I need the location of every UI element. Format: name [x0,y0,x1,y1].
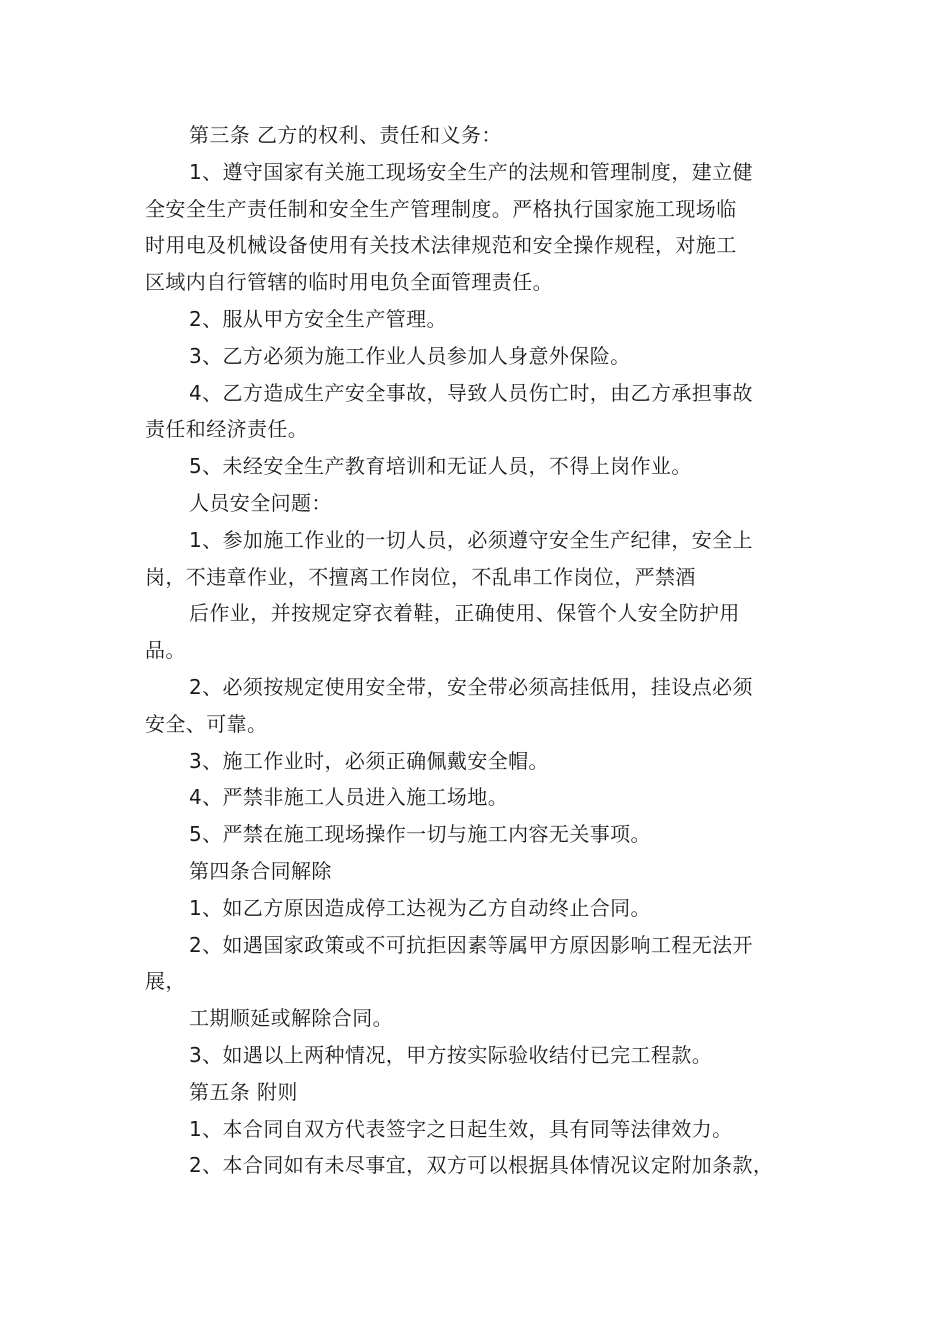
text-line: 全安全生产责任制和安全生产管理制度。严格执行国家施工现场临 [145,196,737,221]
text-line: 2、如遇国家政策或不可抗拒因素等属甲方原因影响工程无法开 [189,932,753,957]
text-line: 4、严禁非施工人员进入施工场地。 [189,785,509,810]
text-line: 人员安全问题： [189,490,332,515]
text-line: 5、严禁在施工现场操作一切与施工内容无关事项。 [189,822,651,847]
text-line: 展， [145,969,186,994]
text-line: 第三条 乙方的权利、责任和义务： [189,123,502,147]
text-line: 3、施工作业时，必须正确佩戴安全帽。 [189,748,549,773]
text-line: 第四条合同解除 [189,858,332,883]
text-line: 1、参加施工作业的一切人员，必须遵守安全生产纪律，安全上 [189,527,753,552]
document-body [145,117,825,1184]
text-line: 5、未经安全生产教育培训和无证人员，不得上岗作业。 [189,454,692,479]
text-line: 2、必须按规定使用安全带，安全带必须高挂低用，挂设点必须 [189,674,753,699]
text-line: 1、遵守国家有关施工现场安全生产的法规和管理制度，建立健 [189,159,753,184]
text-line: 后作业，并按规定穿衣着鞋，正确使用、保管个人安全防护用 [189,601,740,626]
text-line: 1、本合同自双方代表签字之日起生效，具有同等法律效力。 [189,1116,733,1141]
text-line: 3、乙方必须为施工作业人员参加人身意外保险。 [189,343,631,368]
text-line: 第五条 附则 [189,1079,298,1104]
text-line: 安全、可靠。 [145,711,268,736]
text-line: 岗，不违章作业，不擅离工作岗位，不乱串工作岗位，严禁酒 [145,564,696,589]
text-line: 2、本合同如有未尽事宜，双方可以根据具体情况议定附加条款， [189,1153,774,1178]
text-line: 3、如遇以上两种情况，甲方按实际验收结付已完工程款。 [189,1042,713,1067]
text-line: 工期顺延或解除合同。 [189,1006,393,1031]
text-line: 2、服从甲方安全生产管理。 [189,306,447,331]
text-line: 品。 [145,638,186,663]
text-line: 区域内自行管辖的临时用电负全面管理责任。 [145,270,553,295]
text-line: 1、如乙方原因造成停工达视为乙方自动终止合同。 [189,895,651,920]
text-line: 时用电及机械设备使用有关技术法律规范和安全操作规程，对施工 [145,233,737,258]
text-line: 4、乙方造成生产安全事故，导致人员伤亡时，由乙方承担事故 [189,380,753,405]
text-line: 责任和经济责任。 [145,417,309,442]
